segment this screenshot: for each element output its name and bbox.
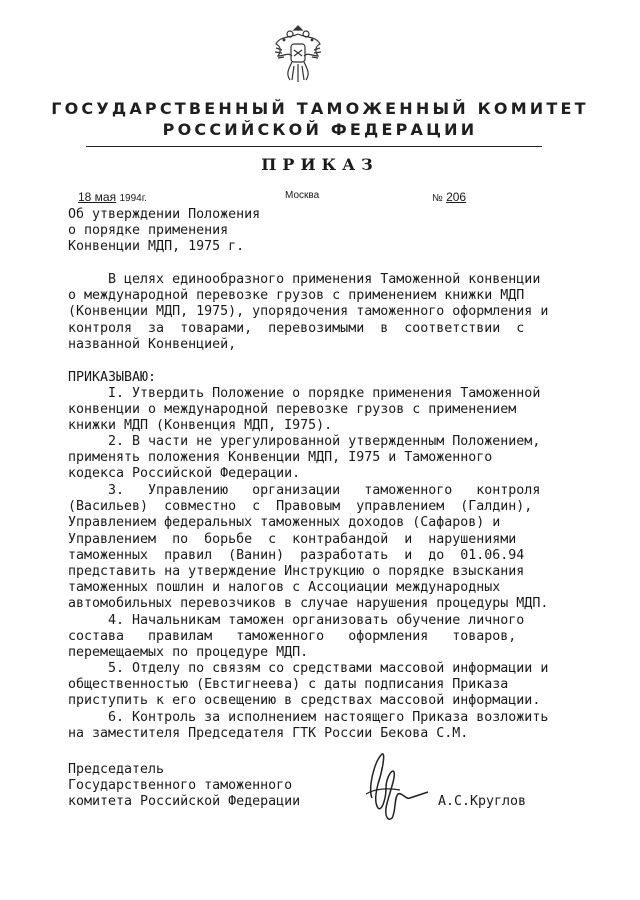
order-item-2: 2. В части не урегулированной утвержденным Положением, применять положения Конвенции МДП, I975 и Таможенного кодекса Российской Федерации. — [68, 434, 541, 482]
document-title: ПРИКАЗ — [261, 155, 379, 174]
order-item-1: I. Утвердить Положение о порядке применения Таможенной конвенции о международной перевозке грузов с применением книжки МДП (Конвенция МДП, I975). — [68, 386, 541, 434]
order-heading: ПРИКАЗЫВАЮ: — [68, 370, 157, 385]
order-number-value: 206 — [446, 190, 467, 204]
order-subject: Об утверждении Положения о порядке применения Конвенции МДП, 1975 г. — [68, 207, 261, 255]
order-item-6: 6. Контроль за исполнением настоящего Приказа возложить на заместителя Председателя ГТК России Бекова С.М. — [68, 710, 549, 742]
order-item-3: 3. Управлению организации таможенного контроля (Васильев) совместно с Правовым управлением (Галдин), Управлением федеральных таможенных доходов (Сафаров) и Управлением по борьбе с контрабандой и нарушениями таможенных правил (Ванин) разработать и до 01.06.94 представить на утверждение Инструкцию о порядке взыскания таможенных пошлин и налогов с Ассоциации международных автомобильных перевозчиков в случае нарушения процедуры МДП. — [68, 483, 549, 612]
double-headed-eagle-emblem-icon — [270, 20, 326, 86]
header-divider — [86, 146, 542, 147]
order-city: Москва — [285, 190, 320, 201]
order-date — [78, 190, 147, 204]
order-number-prefix: № — [432, 193, 443, 204]
order-number — [432, 190, 512, 204]
committee-name-line-1: ГОСУДАРСТВЕННЫЙ ТАМОЖЕННЫЙ КОМИТЕТ — [51, 99, 589, 118]
order-date-day-month: 18 мая — [78, 190, 117, 204]
signatory-name: А.С.Круглов — [438, 794, 527, 809]
order-item-5: 5. Отделу по связям со средствами массовой информации и общественностью (Евстигнеева) с даты подписания Приказа приступить к его освещению в средствах массовой информации. — [68, 661, 549, 709]
preamble: В целях единообразного применения Таможенной конвенции о международной перевозке грузов с применением книжки МДП (Конвенции МДП, 1975), упорядочения таможенного оформления и контроля за товарами, перевозимыми в соответствии с названной Конвенцией, — [68, 272, 549, 352]
order-date-year: 1994г. — [119, 193, 147, 204]
committee-name-line-2: РОССИЙСКОЙ ФЕДЕРАЦИИ — [162, 120, 478, 139]
order-item-4: 4. Начальникам таможен организовать обучение личного состава правилам таможенного оформления товаров, перемещаемых по процедуре МДП. — [68, 613, 525, 661]
signatory-position: Председатель Государственного таможенного комитета Российской Федерации — [68, 762, 301, 810]
handwritten-signature — [352, 748, 432, 828]
